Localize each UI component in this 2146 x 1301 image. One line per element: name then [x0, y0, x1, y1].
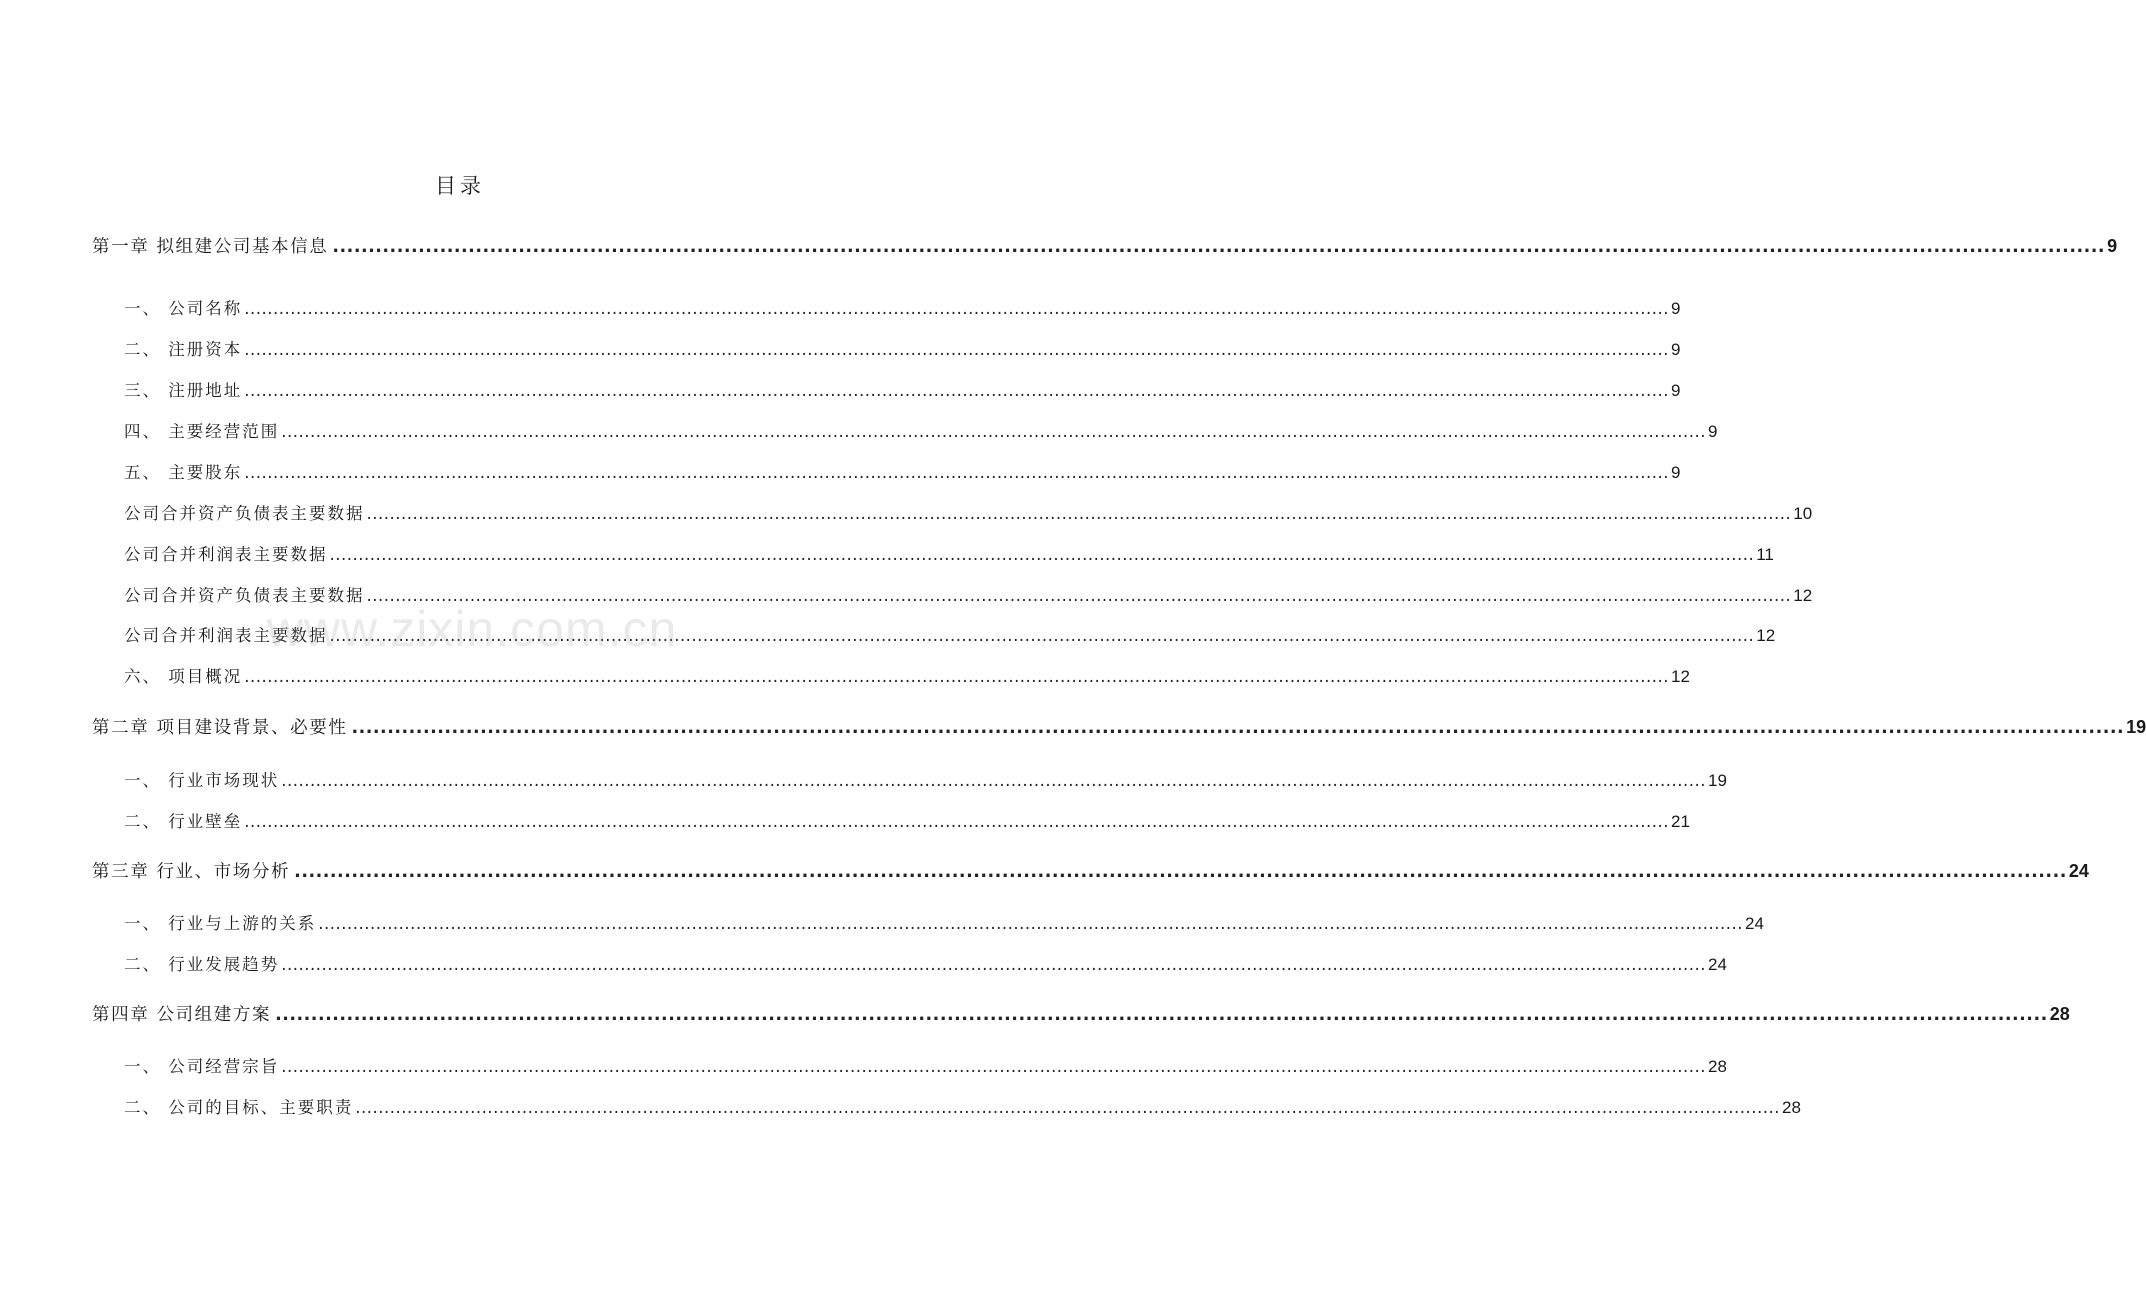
toc-section-registered-capital[interactable] — [124, 337, 1681, 363]
toc-entry-text: 二、 注册资本 — [124, 340, 243, 359]
toc-page-number: 12 — [1756, 626, 1776, 645]
toc-leader-dots: ........................................................................................................................................................................................................................................................ — [318, 914, 1743, 933]
toc-leader-dots: ........................................................................................................................................................................................................................................................ — [329, 626, 1755, 645]
toc-leader-dots: ........................................................................................................................................................................................................................................................ — [244, 812, 1669, 831]
toc-leader-dots: ........................................................................................................................................................................................................................................................ — [281, 771, 1706, 790]
toc-leader-dots: ........................................................................................................................................................................................................................................................ — [332, 237, 2106, 257]
toc-page-number: 24 — [2068, 861, 2089, 881]
toc-page-number: 9 — [1670, 381, 1681, 400]
toc-chapter-1[interactable] — [92, 233, 2118, 259]
toc-entry-text: 二、 公司的目标、主要职责 — [124, 1098, 354, 1117]
toc-entry-text: 二、 行业发展趋势 — [124, 955, 280, 974]
toc-page-number: 9 — [1670, 340, 1681, 359]
toc-leader-dots: ........................................................................................................................................................................................................................................................ — [351, 718, 2125, 738]
toc-entry-text: 第二章 项目建设背景、必要性 — [92, 718, 348, 738]
toc-leader-dots: ........................................................................................................................................................................................................................................................ — [366, 586, 1792, 605]
toc-page-number: 12 — [1670, 667, 1690, 686]
toc-section-company-goals[interactable] — [124, 1095, 1801, 1121]
toc-section-balance-sheet-2[interactable] — [124, 583, 1813, 609]
toc-page-number: 21 — [1670, 812, 1690, 831]
toc-leader-dots: ........................................................................................................................................................................................................................................................ — [366, 504, 1792, 523]
toc-section-project-overview[interactable] — [124, 664, 1690, 690]
toc-entry-text: 第四章 公司组建方案 — [92, 1005, 272, 1025]
toc-section-balance-sheet-1[interactable] — [124, 501, 1813, 527]
toc-entry-text: 第三章 行业、市场分析 — [92, 862, 291, 882]
toc-page-number: 9 — [2107, 236, 2118, 256]
toc-entry-text: 一、 行业与上游的关系 — [124, 914, 317, 933]
toc-page-number: 11 — [1756, 545, 1774, 564]
toc-entry-text: 公司合并利润表主要数据 — [124, 626, 328, 645]
toc-page-number: 9 — [1670, 299, 1681, 318]
toc-page-number: 12 — [1793, 586, 1813, 605]
toc-entry-text: 二、 行业壁垒 — [124, 812, 243, 831]
toc-section-income-statement-2[interactable] — [124, 623, 1776, 649]
toc-leader-dots: ........................................................................................................................................................................................................................................................ — [244, 299, 1669, 318]
toc-page-number: 28 — [1781, 1098, 1801, 1117]
toc-section-shareholders[interactable] — [124, 460, 1681, 486]
toc-entry-text: 公司合并资产负债表主要数据 — [124, 504, 365, 523]
toc-section-business-scope[interactable] — [124, 419, 1718, 445]
toc-page-number: 19 — [2126, 717, 2146, 737]
toc-section-company-name[interactable] — [124, 296, 1681, 322]
toc-leader-dots: ........................................................................................................................................................................................................................................................ — [244, 381, 1669, 400]
toc-page-number: 10 — [1793, 504, 1813, 523]
toc-page-number: 24 — [1707, 955, 1727, 974]
toc-section-income-statement-1[interactable] — [124, 542, 1774, 568]
toc-entry-text: 一、 公司名称 — [124, 299, 243, 318]
toc-page-number: 9 — [1707, 422, 1718, 441]
toc-leader-dots: ........................................................................................................................................................................................................................................................ — [281, 955, 1706, 974]
toc-leader-dots: ........................................................................................................................................................................................................................................................ — [329, 545, 1755, 564]
toc-chapter-4[interactable] — [92, 1001, 2070, 1027]
toc-leader-dots: ........................................................................................................................................................................................................................................................ — [355, 1098, 1780, 1117]
toc-leader-dots: ........................................................................................................................................................................................................................................................ — [294, 862, 2067, 882]
toc-page-number: 9 — [1670, 463, 1681, 482]
toc-section-market-status[interactable] — [124, 768, 1727, 794]
toc-entry-text: 五、 主要股东 — [124, 463, 243, 482]
toc-entry-text: 一、 公司经营宗旨 — [124, 1057, 280, 1076]
toc-leader-dots: ........................................................................................................................................................................................................................................................ — [281, 1057, 1706, 1076]
toc-leader-dots: ........................................................................................................................................................................................................................................................ — [275, 1005, 2048, 1025]
toc-chapter-2[interactable] — [92, 714, 2146, 740]
toc-entry-text: 公司合并资产负债表主要数据 — [124, 586, 365, 605]
toc-chapter-3[interactable] — [92, 858, 2089, 884]
toc-entry-text: 四、 主要经营范围 — [124, 422, 280, 441]
page-title: 目录 — [435, 174, 485, 198]
toc-section-business-purpose[interactable] — [124, 1054, 1727, 1080]
toc-entry-text: 六、 项目概况 — [124, 667, 243, 686]
toc-leader-dots: ........................................................................................................................................................................................................................................................ — [244, 463, 1669, 482]
toc-section-upstream-relation[interactable] — [124, 911, 1764, 937]
toc-leader-dots: ........................................................................................................................................................................................................................................................ — [281, 422, 1706, 441]
toc-entry-text: 一、 行业市场现状 — [124, 771, 280, 790]
watermark: www.zixin.com.cn — [266, 601, 678, 657]
toc-section-registered-address[interactable] — [124, 378, 1681, 404]
toc-leader-dots: ........................................................................................................................................................................................................................................................ — [244, 340, 1669, 359]
toc-page-number: 28 — [2049, 1004, 2070, 1024]
toc-section-industry-trends[interactable] — [124, 952, 1727, 978]
toc-entry-text: 第一章 拟组建公司基本信息 — [92, 237, 329, 257]
toc-page-number: 24 — [1744, 914, 1764, 933]
toc-entry-text: 三、 注册地址 — [124, 381, 243, 400]
toc-leader-dots: ........................................................................................................................................................................................................................................................ — [244, 667, 1669, 686]
toc-page-number: 28 — [1707, 1057, 1727, 1076]
toc-entry-text: 公司合并利润表主要数据 — [124, 545, 328, 564]
toc-page-number: 19 — [1707, 771, 1727, 790]
toc-section-industry-barriers[interactable] — [124, 809, 1690, 835]
